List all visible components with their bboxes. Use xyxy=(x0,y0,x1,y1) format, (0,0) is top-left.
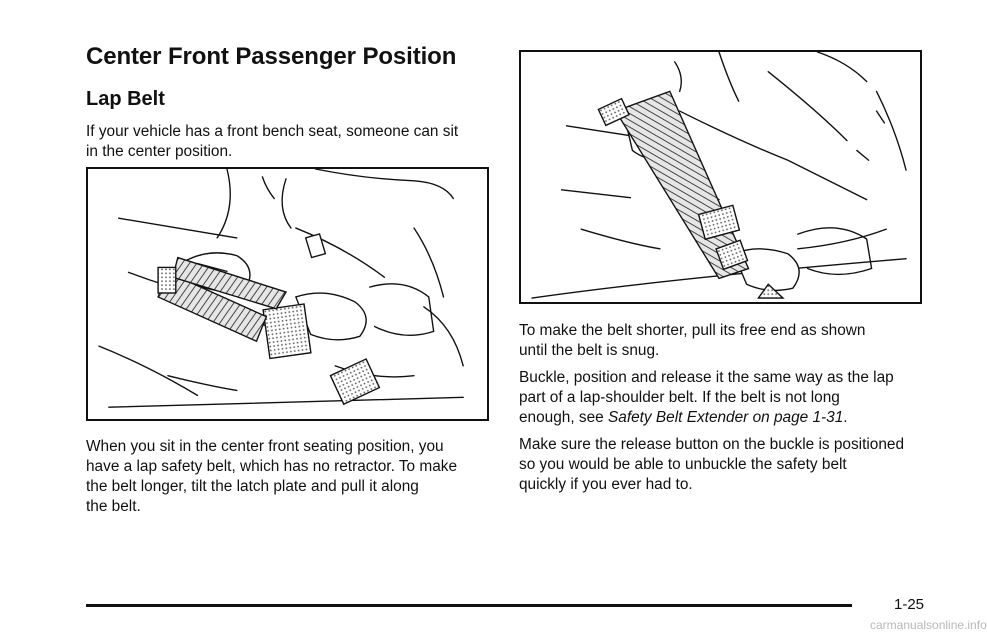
intro-line-1: If your vehicle has a front bench seat, someone can sit xyxy=(86,123,459,140)
shorten-line-2: until the belt is snug. xyxy=(519,342,660,359)
lap-belt-shorten-drawing xyxy=(521,52,920,302)
lap-belt-lengthen-drawing xyxy=(88,169,487,419)
intro-line-2: in the center position. xyxy=(86,143,233,160)
buckle-line-2: part of a lap-shoulder belt. If the belt is not long xyxy=(519,389,840,406)
body-line-2: have a lap safety belt, which has no retractor. To make xyxy=(86,458,458,475)
lap-belt-lengthen-illustration xyxy=(86,167,489,421)
footer-rule xyxy=(86,604,852,607)
release-line-3: quickly if you ever had to. xyxy=(519,476,693,493)
body-line-1: When you sit in the center front seating position, you xyxy=(86,438,444,455)
body-line-3: the belt longer, tilt the latch plate and pull it along xyxy=(86,478,419,495)
buckle-line-3-prefix: enough, see xyxy=(519,409,608,426)
buckle-line-3 xyxy=(519,408,848,428)
belt-extender-reference-link[interactable]: Safety Belt Extender on page 1-31 xyxy=(608,409,844,426)
body-line-4: the belt. xyxy=(86,498,141,515)
release-line-1: Make sure the release button on the buckle is positioned xyxy=(519,436,905,453)
page-title: Center Front Passenger Position xyxy=(86,43,457,70)
buckle-line-1: Buckle, position and release it the same way as the lap xyxy=(519,369,894,386)
release-line-2: so you would be able to unbuckle the safety belt xyxy=(519,456,847,473)
section-subtitle: Lap Belt xyxy=(86,88,165,110)
watermark: carmanualsonline.info xyxy=(870,618,987,632)
lap-belt-shorten-illustration xyxy=(519,50,922,304)
shorten-line-1: To make the belt shorter, pull its free end as shown xyxy=(519,322,866,339)
page-number: 1-25 xyxy=(894,596,925,613)
buckle-line-3-suffix: . xyxy=(843,409,848,426)
